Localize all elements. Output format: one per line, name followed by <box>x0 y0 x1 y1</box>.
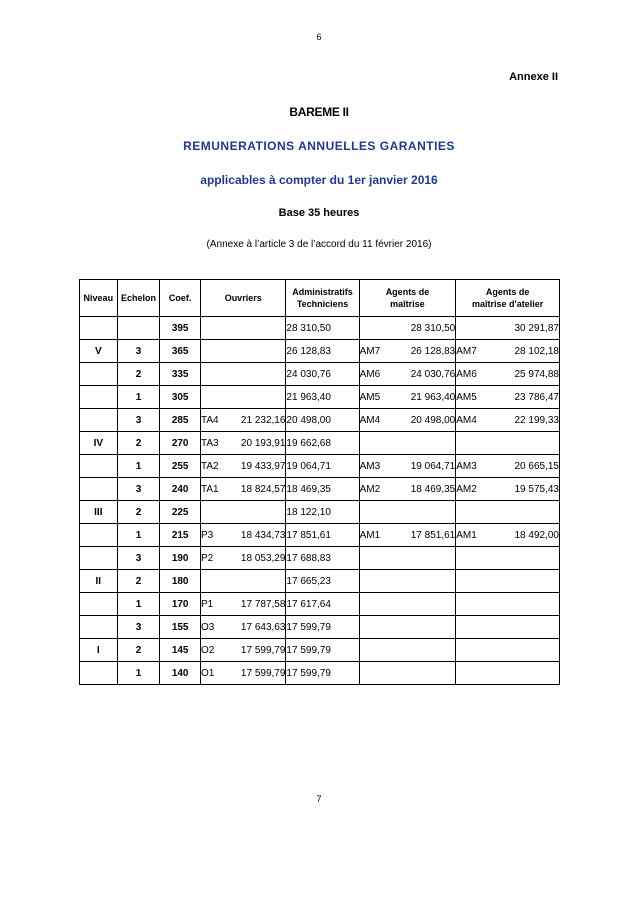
agm-value: 18 469,35 <box>410 483 456 495</box>
table-row <box>80 478 560 501</box>
aga-code: AM1 <box>456 529 477 541</box>
header-administratifs <box>286 280 359 317</box>
ouvriers-code: O2 <box>201 644 215 656</box>
cell-agents-maitrise <box>359 616 456 639</box>
cell-echelon: 1 <box>117 386 160 409</box>
document-title: REMUNERATIONS ANNUELLES GARANTIES <box>183 139 455 153</box>
cell-ouvriers <box>201 478 286 501</box>
table-header-row <box>80 280 560 317</box>
cell-niveau <box>80 317 118 340</box>
cell-administratifs: 21 963,40 <box>286 386 359 409</box>
ouvriers-value: 18 824,57 <box>240 483 286 495</box>
ouvriers-code: P2 <box>201 552 214 564</box>
ouvriers-code: P1 <box>201 598 214 610</box>
aga-value: 20 665,15 <box>514 460 559 472</box>
cell-niveau: III <box>80 501 118 524</box>
aga-value: 30 291,87 <box>514 322 559 334</box>
cell-agents-atelier <box>456 570 560 593</box>
agm-value: 20 498,00 <box>410 414 456 426</box>
cell-administratifs: 19 064,71 <box>286 455 359 478</box>
table-row <box>80 570 560 593</box>
cell-administratifs: 17 688,83 <box>286 547 359 570</box>
aga-value: 25 974,88 <box>514 368 559 380</box>
cell-coef: 335 <box>160 363 201 386</box>
agm-code: AM5 <box>359 391 381 403</box>
cell-ouvriers <box>201 639 286 662</box>
cell-agents-maitrise <box>359 570 456 593</box>
cell-niveau <box>80 616 118 639</box>
cell-echelon: 1 <box>117 662 160 685</box>
cell-niveau <box>80 363 118 386</box>
cell-echelon: 2 <box>117 501 160 524</box>
agm-code: AM1 <box>359 529 381 541</box>
cell-coef: 190 <box>160 547 201 570</box>
page-number-bottom: 7 <box>316 794 322 804</box>
cell-ouvriers <box>201 524 286 547</box>
cell-administratifs: 17 617,64 <box>286 593 359 616</box>
table-row <box>80 593 560 616</box>
cell-echelon: 3 <box>117 616 160 639</box>
annexe-label: Annexe II <box>509 71 558 83</box>
cell-agents-atelier <box>456 386 560 409</box>
cell-coef: 285 <box>160 409 201 432</box>
header-echelon: Echelon <box>117 280 160 317</box>
header-administratifs-line2: Techniciens <box>296 299 349 309</box>
cell-agents-atelier <box>456 639 560 662</box>
aga-code: AM5 <box>456 391 477 403</box>
cell-agents-atelier <box>456 547 560 570</box>
cell-echelon <box>117 317 160 340</box>
cell-coef: 305 <box>160 386 201 409</box>
cell-administratifs: 17 599,79 <box>286 639 359 662</box>
agm-code: AM2 <box>359 483 381 495</box>
ouvriers-code: P3 <box>201 529 214 541</box>
cell-agents-atelier <box>456 363 560 386</box>
cell-administratifs: 20 498,00 <box>286 409 359 432</box>
cell-niveau: V <box>80 340 118 363</box>
cell-ouvriers <box>201 593 286 616</box>
aga-value: 22 199,33 <box>514 414 559 426</box>
cell-administratifs: 18 469,35 <box>286 478 359 501</box>
table-row <box>80 386 560 409</box>
table-row <box>80 547 560 570</box>
cell-niveau <box>80 409 118 432</box>
cell-agents-maitrise <box>359 662 456 685</box>
base-hours: Base 35 heures <box>278 207 360 219</box>
accord-reference: (Annexe à l’article 3 de l’accord du 11 février 2016) <box>206 239 432 250</box>
ouvriers-code: O1 <box>201 667 215 679</box>
cell-agents-atelier <box>456 432 560 455</box>
cell-agents-atelier <box>456 662 560 685</box>
cell-agents-maitrise <box>359 593 456 616</box>
table-row <box>80 432 560 455</box>
page-number-top: 6 <box>316 32 322 42</box>
table-row <box>80 662 560 685</box>
table-row <box>80 455 560 478</box>
cell-echelon: 2 <box>117 639 160 662</box>
cell-administratifs: 17 851,61 <box>286 524 359 547</box>
agm-value: 28 310,50 <box>410 322 456 334</box>
table-row <box>80 524 560 547</box>
header-administratifs-line1: Administratifs <box>292 287 353 297</box>
aga-value: 23 786,47 <box>514 391 559 403</box>
cell-agents-atelier <box>456 524 560 547</box>
cell-coef: 140 <box>160 662 201 685</box>
cell-agents-atelier <box>456 340 560 363</box>
table-row <box>80 639 560 662</box>
ouvriers-value: 17 643,63 <box>240 621 286 633</box>
header-agents-atelier-line1: Agents de <box>485 287 530 297</box>
ouvriers-value: 19 433,97 <box>240 460 286 472</box>
aga-code: AM3 <box>456 460 477 472</box>
ouvriers-code: TA4 <box>201 414 219 426</box>
table-row <box>80 409 560 432</box>
cell-niveau <box>80 593 118 616</box>
aga-code: AM7 <box>456 345 477 357</box>
cell-ouvriers <box>201 317 286 340</box>
cell-niveau: II <box>80 570 118 593</box>
cell-echelon: 3 <box>117 547 160 570</box>
aga-value: 28 102,18 <box>514 345 559 357</box>
cell-administratifs: 24 030,76 <box>286 363 359 386</box>
ouvriers-code: O3 <box>201 621 215 633</box>
cell-echelon: 3 <box>117 409 160 432</box>
cell-ouvriers <box>201 409 286 432</box>
cell-echelon: 2 <box>117 570 160 593</box>
ouvriers-value: 20 193,91 <box>240 437 286 449</box>
cell-echelon: 1 <box>117 593 160 616</box>
cell-coef: 145 <box>160 639 201 662</box>
agm-value: 19 064,71 <box>410 460 456 472</box>
cell-coef: 170 <box>160 593 201 616</box>
cell-coef: 270 <box>160 432 201 455</box>
agm-code: AM3 <box>359 460 381 472</box>
cell-agents-atelier <box>456 409 560 432</box>
cell-coef: 365 <box>160 340 201 363</box>
aga-value: 18 492,00 <box>514 529 559 541</box>
agm-code: AM4 <box>359 414 381 426</box>
cell-niveau <box>80 455 118 478</box>
cell-agents-atelier <box>456 616 560 639</box>
ouvriers-value: 17 599,79 <box>240 644 286 656</box>
cell-ouvriers <box>201 340 286 363</box>
cell-agents-maitrise <box>359 455 456 478</box>
cell-agents-atelier <box>456 593 560 616</box>
cell-administratifs: 17 665,23 <box>286 570 359 593</box>
cell-echelon: 1 <box>117 455 160 478</box>
header-agents-maitrise <box>359 280 456 317</box>
cell-niveau: I <box>80 639 118 662</box>
agm-code: AM7 <box>359 345 381 357</box>
cell-administratifs: 17 599,79 <box>286 662 359 685</box>
table-row <box>80 317 560 340</box>
cell-agents-maitrise <box>359 547 456 570</box>
cell-niveau <box>80 547 118 570</box>
cell-echelon: 2 <box>117 363 160 386</box>
cell-ouvriers <box>201 662 286 685</box>
table-row <box>80 501 560 524</box>
cell-niveau <box>80 478 118 501</box>
ouvriers-value: 17 787,58 <box>240 598 286 610</box>
cell-agents-maitrise <box>359 639 456 662</box>
aga-code: AM4 <box>456 414 477 426</box>
cell-coef: 255 <box>160 455 201 478</box>
cell-echelon: 1 <box>117 524 160 547</box>
salary-table <box>79 279 560 685</box>
agm-value: 26 128,83 <box>410 345 456 357</box>
cell-agents-maitrise <box>359 317 456 340</box>
cell-niveau <box>80 524 118 547</box>
cell-coef: 155 <box>160 616 201 639</box>
agm-value: 21 963,40 <box>410 391 456 403</box>
header-agents-atelier-line2: maîtrise d'atelier <box>472 299 544 309</box>
cell-echelon: 2 <box>117 432 160 455</box>
agm-value: 24 030,76 <box>410 368 456 380</box>
cell-agents-maitrise <box>359 409 456 432</box>
ouvriers-value: 18 053,29 <box>240 552 286 564</box>
cell-agents-atelier <box>456 455 560 478</box>
header-ouvriers: Ouvriers <box>201 280 286 317</box>
cell-ouvriers <box>201 455 286 478</box>
cell-ouvriers <box>201 363 286 386</box>
cell-coef: 395 <box>160 317 201 340</box>
aga-code: AM6 <box>456 368 477 380</box>
cell-ouvriers <box>201 616 286 639</box>
header-agents-maitrise-atelier <box>456 280 560 317</box>
ouvriers-code: TA3 <box>201 437 219 449</box>
cell-ouvriers <box>201 432 286 455</box>
cell-agents-maitrise <box>359 478 456 501</box>
ouvriers-value: 18 434,73 <box>240 529 286 541</box>
ouvriers-code: TA2 <box>201 460 219 472</box>
cell-agents-maitrise <box>359 386 456 409</box>
cell-agents-atelier <box>456 501 560 524</box>
cell-agents-maitrise <box>359 524 456 547</box>
cell-echelon: 3 <box>117 478 160 501</box>
cell-niveau <box>80 386 118 409</box>
table-row <box>80 363 560 386</box>
cell-agents-atelier <box>456 317 560 340</box>
cell-coef: 180 <box>160 570 201 593</box>
aga-value: 19 575,43 <box>514 483 559 495</box>
cell-agents-maitrise <box>359 432 456 455</box>
cell-ouvriers <box>201 570 286 593</box>
header-agents-maitrise-line2: maîtrise <box>390 299 425 309</box>
cell-niveau <box>80 662 118 685</box>
cell-ouvriers <box>201 386 286 409</box>
table-body <box>80 317 560 685</box>
ouvriers-value: 17 599,79 <box>240 667 286 679</box>
cell-administratifs: 26 128,83 <box>286 340 359 363</box>
cell-coef: 215 <box>160 524 201 547</box>
cell-niveau: IV <box>80 432 118 455</box>
cell-echelon: 3 <box>117 340 160 363</box>
cell-agents-maitrise <box>359 501 456 524</box>
header-coef: Coef. <box>160 280 201 317</box>
agm-code: AM6 <box>359 368 381 380</box>
cell-administratifs: 17 599,79 <box>286 616 359 639</box>
aga-code: AM2 <box>456 483 477 495</box>
cell-coef: 240 <box>160 478 201 501</box>
cell-administratifs: 19 662,68 <box>286 432 359 455</box>
cell-administratifs: 18 122,10 <box>286 501 359 524</box>
bareme-heading: BAREME II <box>289 105 349 119</box>
cell-agents-maitrise <box>359 340 456 363</box>
cell-ouvriers <box>201 501 286 524</box>
table-row <box>80 616 560 639</box>
cell-coef: 225 <box>160 501 201 524</box>
header-agents-maitrise-line1: Agents de <box>385 287 430 297</box>
cell-agents-atelier <box>456 478 560 501</box>
header-niveau: Niveau <box>80 280 118 317</box>
table-row <box>80 340 560 363</box>
cell-ouvriers <box>201 547 286 570</box>
agm-value: 17 851,61 <box>410 529 456 541</box>
cell-agents-maitrise <box>359 363 456 386</box>
applicability-subtitle: applicables à compter du 1er janvier 2016 <box>200 173 438 187</box>
ouvriers-code: TA1 <box>201 483 219 495</box>
ouvriers-value: 21 232,16 <box>240 414 286 426</box>
cell-administratifs: 28 310,50 <box>286 317 359 340</box>
